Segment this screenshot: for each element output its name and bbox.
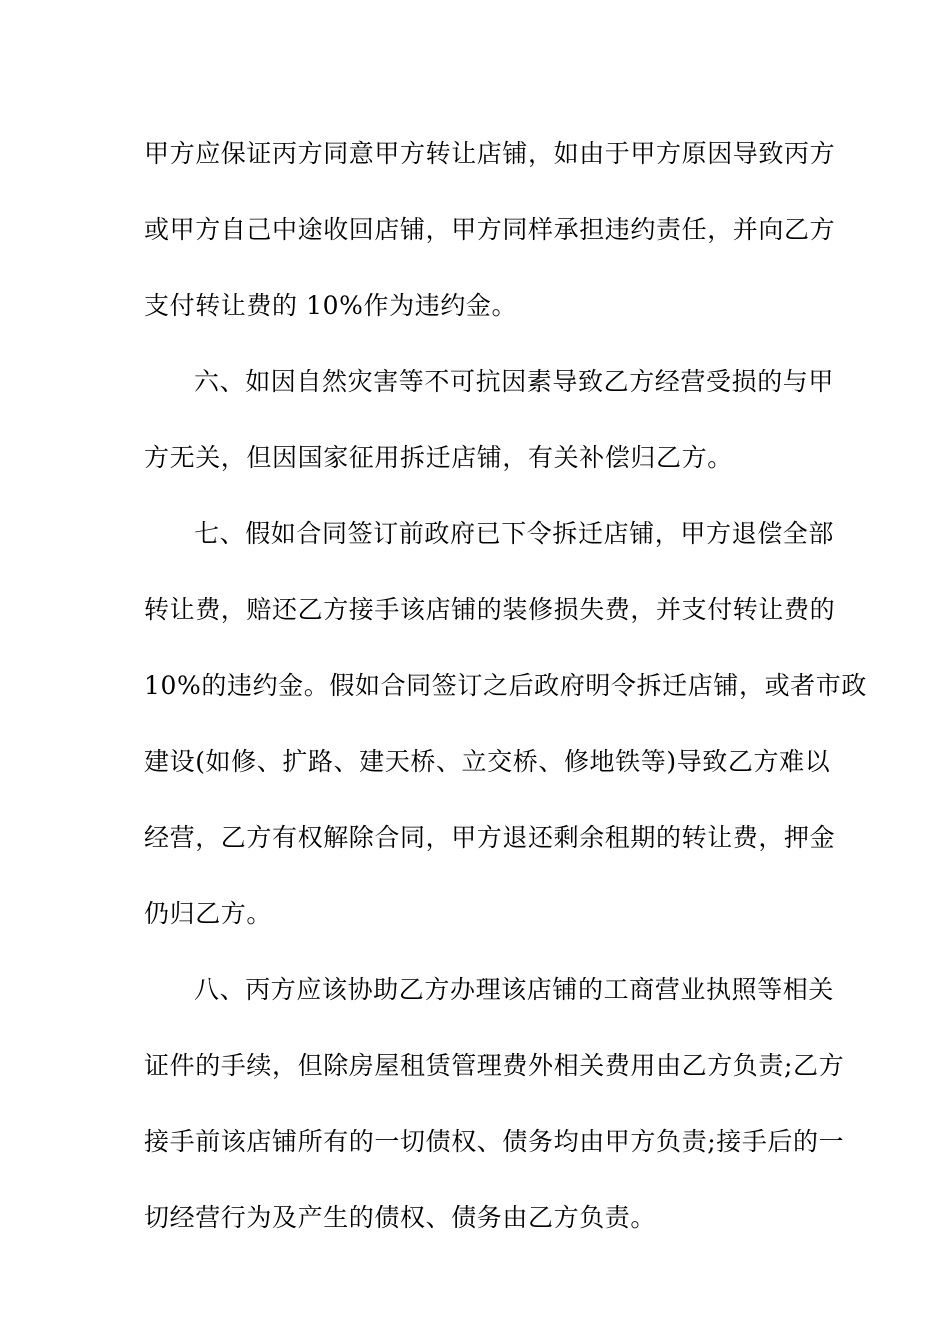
text-line: 支付转让费的 10%作为违约金。 bbox=[144, 291, 518, 320]
text-line: 或甲方自己中途收回店铺，甲方同样承担违约责任，并向乙方 bbox=[144, 215, 836, 244]
text-line: 经营，乙方有权解除合同，甲方退还剩余租期的转让费，押金 bbox=[144, 823, 836, 852]
clause-eight-first-line: 八、丙方应该协助乙方办理该店铺的工商营业执照等相关 bbox=[194, 975, 835, 1004]
text-line: 转让费，赔还乙方接手该店铺的装修损失费，并支付转让费的 bbox=[144, 595, 836, 624]
text-line: 接手前该店铺所有的一切债权、债务均由甲方负责;接手后的一 bbox=[144, 1127, 845, 1156]
text-line: 切经营行为及产生的债权、债务由乙方负责。 bbox=[144, 1203, 657, 1232]
document-body bbox=[144, 130, 867, 1270]
clause-six-first-line: 六、如因自然灾害等不可抗因素导致乙方经营受损的与甲 bbox=[194, 367, 835, 396]
clause-seven-first-line: 七、假如合同签订前政府已下令拆迁店铺，甲方退偿全部 bbox=[194, 519, 835, 548]
text-line: 甲方应保证丙方同意甲方转让店铺，如由于甲方原因导致丙方 bbox=[144, 139, 836, 168]
text-line: 方无关，但因国家征用拆迁店铺，有关补偿归乙方。 bbox=[144, 443, 733, 472]
text-line: 仍归乙方。 bbox=[144, 899, 273, 928]
text-line: 10%的违约金。假如合同签订之后政府明令拆迁店铺，或者市政 bbox=[144, 671, 867, 700]
text-line: 建设(如修、扩路、建天桥、立交桥、修地铁等)导致乙方难以 bbox=[144, 747, 831, 776]
text-line: 证件的手续，但除房屋租赁管理费外相关费用由乙方负责;乙方 bbox=[144, 1051, 845, 1080]
